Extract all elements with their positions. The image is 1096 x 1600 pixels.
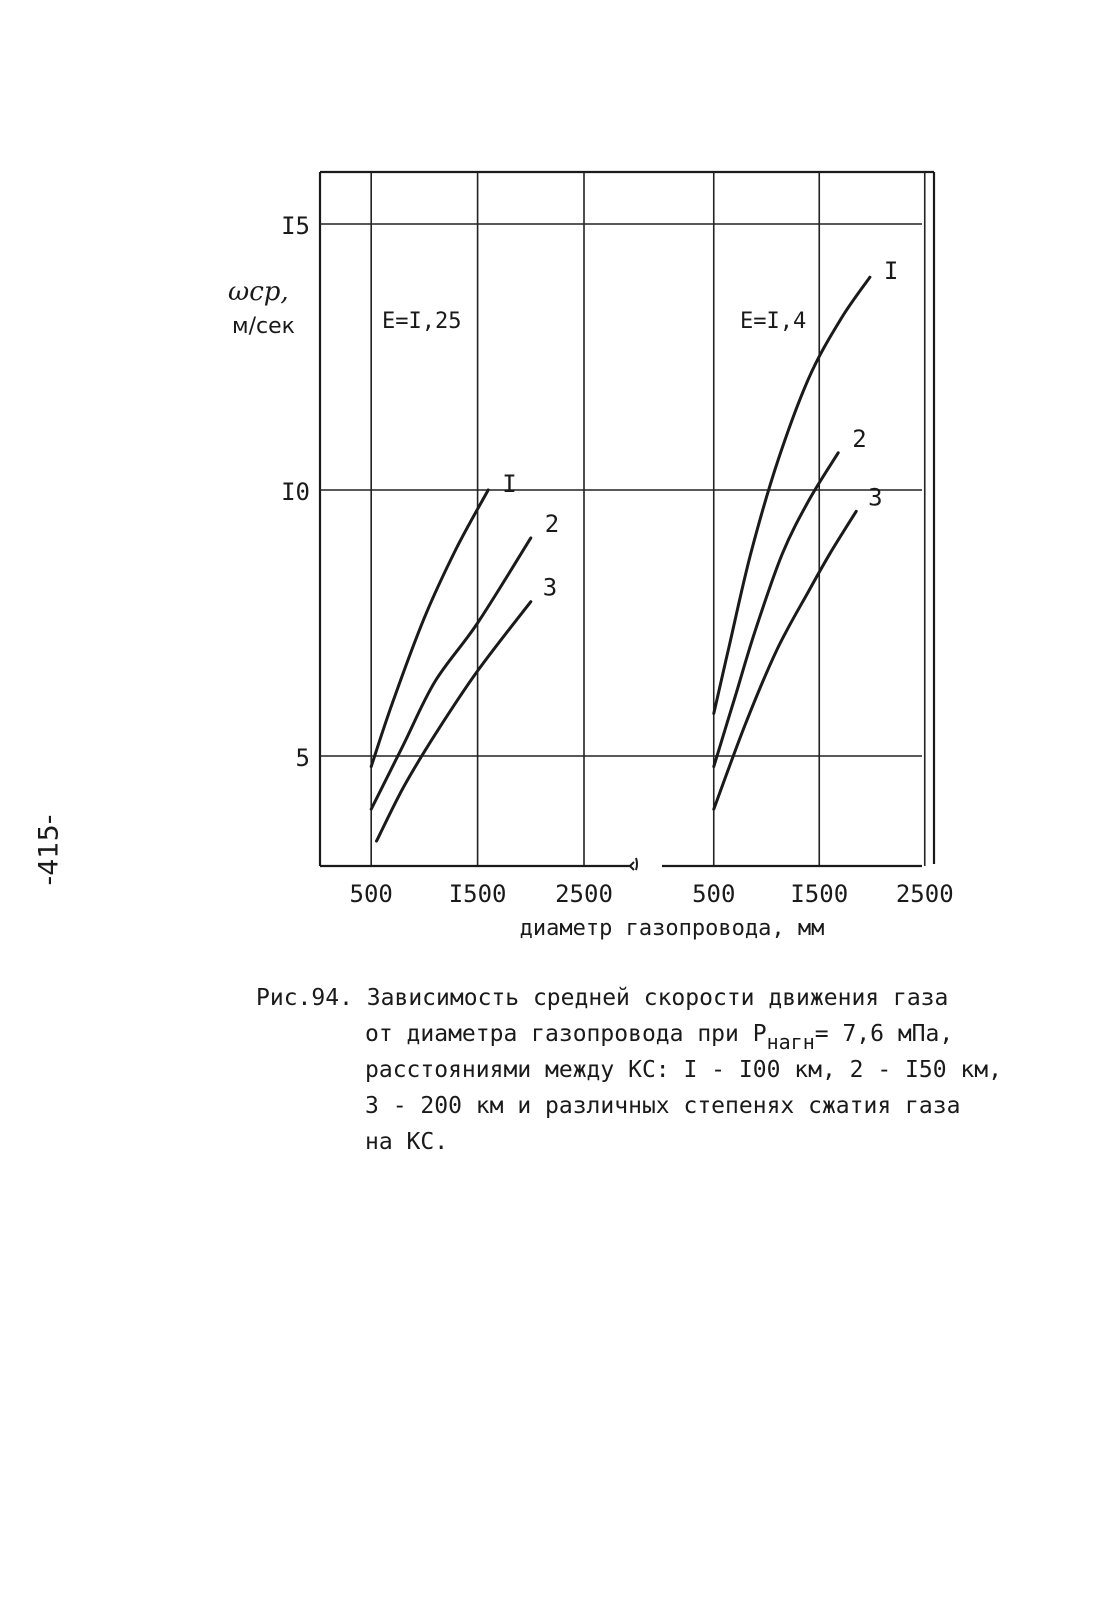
x-tick-label: 2500 [895, 880, 954, 908]
page-number-text: -415- [33, 814, 65, 886]
figure-caption [256, 980, 1056, 1160]
y-tick-label: 5 [295, 744, 310, 772]
y-tick-label: I0 [281, 478, 310, 506]
caption-line-1 [256, 980, 1056, 1016]
caption-line-1-text: Зависимость средней скорости движения газа [366, 985, 949, 1011]
axis-break-mark [630, 862, 634, 870]
x-tick-label: I500 [448, 880, 507, 908]
series-line-2-3 [714, 511, 856, 809]
caption-line-2a: от диаметра газопровода при P [365, 1021, 767, 1047]
x-tick-label: 500 [349, 880, 393, 908]
series-label: I [502, 470, 517, 498]
series-line-2-1 [714, 277, 870, 713]
panel-label: E=I,4 [740, 309, 807, 334]
caption-line-2 [256, 1016, 1056, 1052]
series-label: 2 [544, 509, 560, 538]
series-label: 3 [868, 483, 883, 512]
caption-line-3: расстояниями между КС: I - I00 км, 2 - I50 км, [365, 1057, 1002, 1083]
axis-break-squiggle [636, 858, 637, 870]
x-axis-title: диаметр газопровода, мм [519, 916, 825, 941]
x-tick-label: I500 [790, 880, 849, 908]
x-tick-label: 2500 [555, 880, 613, 908]
series-line-1-2 [371, 538, 531, 809]
y-tick-label: I5 [281, 212, 310, 240]
caption-line-4: 3 - 200 км и различных степенях сжатия газа [365, 1093, 961, 1119]
series-label: I [883, 257, 899, 286]
panel-label: E=I,25 [382, 309, 462, 334]
caption-fig-label: Рис.94. [256, 985, 353, 1011]
series-label: 3 [542, 573, 558, 602]
caption-line-5: на КС. [365, 1129, 449, 1155]
x-tick-label: 500 [692, 880, 736, 908]
y-axis-units: м/сек [232, 314, 295, 339]
series-line-1-3 [377, 602, 531, 841]
y-axis-title: ωср, [228, 277, 289, 307]
series-line-1-1 [371, 490, 488, 767]
series-label: 2 [852, 424, 867, 453]
caption-line-2b: = 7,6 мПа, [814, 1021, 954, 1047]
caption-line-2-sub: нагн [766, 1030, 815, 1054]
